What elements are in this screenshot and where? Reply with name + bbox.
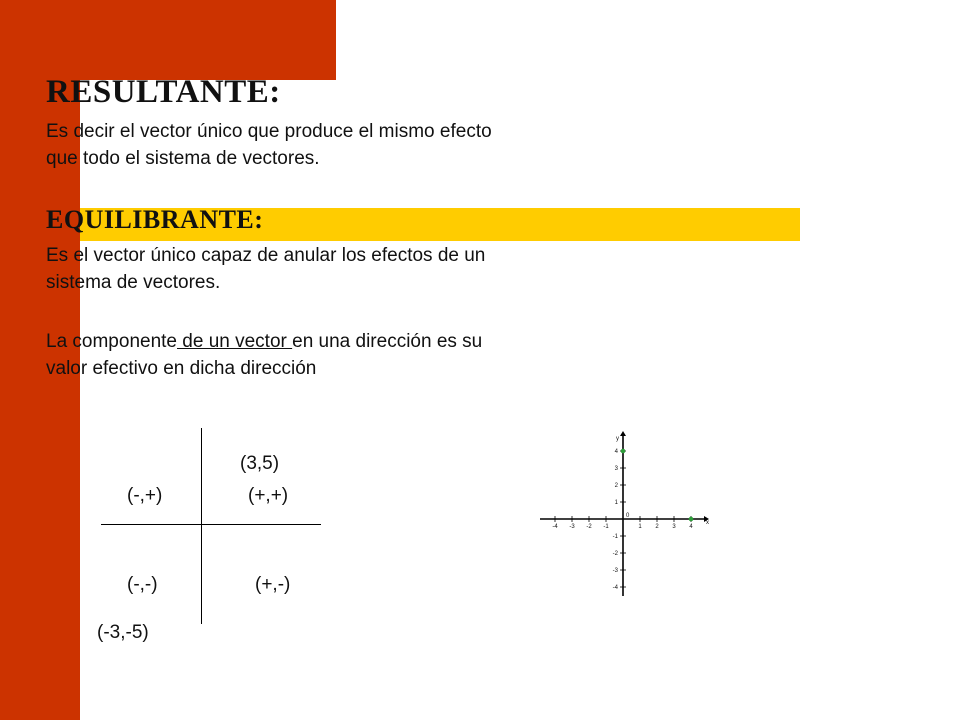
componente-part-1: La componente <box>46 331 177 352</box>
y-axis-label: y <box>616 436 619 442</box>
resultante-heading: RESULTANTE: <box>46 74 281 110</box>
componente-text <box>46 328 626 382</box>
point-on-x-axis <box>689 517 694 522</box>
quadrant-2-label: (-,+) <box>127 485 163 506</box>
y-tick-label: -4 <box>612 585 618 591</box>
x-axis-label: x <box>706 520 709 526</box>
equilibrante-line-1: Es el vector único capaz de anular los efectos de un <box>46 245 486 266</box>
y-tick-label: 4 <box>614 449 618 455</box>
y-axis-arrow <box>620 431 626 436</box>
componente-line-1 <box>46 328 626 355</box>
equilibrante-heading: EQUILIBRANTE: <box>46 205 264 234</box>
quadrant-4-label: (+,-) <box>255 574 291 595</box>
x-tick-label: -4 <box>552 524 558 530</box>
x-tick-label: 3 <box>672 524 676 530</box>
resultante-text <box>46 118 626 172</box>
componente-part-3: en una dirección es su <box>292 331 483 352</box>
x-tick-label: 2 <box>655 524 659 530</box>
y-tick-label: -2 <box>612 551 618 557</box>
quadrant-3-label: (-,-) <box>127 574 158 595</box>
resultante-line-2: que todo el sistema de vectores. <box>46 148 320 169</box>
equilibrante-text <box>46 242 626 296</box>
coordinate-graph <box>536 430 716 600</box>
quadrant-horizontal-axis <box>101 524 321 525</box>
x-tick-label: -3 <box>569 524 575 530</box>
componente-underlined: de un vector <box>177 331 293 352</box>
y-tick-label: 3 <box>614 466 618 472</box>
origin-label: 0 <box>626 513 630 519</box>
x-tick-label: -2 <box>586 524 592 530</box>
x-tick-label: -1 <box>603 524 609 530</box>
quadrant-vertical-axis <box>201 428 202 624</box>
y-tick-label: 2 <box>614 483 618 489</box>
equilibrante-line-2: sistema de vectores. <box>46 272 221 293</box>
top-accent-block <box>80 0 336 80</box>
componente-line-2: valor efectivo en dicha dirección <box>46 358 317 379</box>
point-positive-label: (3,5) <box>240 453 280 474</box>
point-on-y-axis <box>621 449 626 454</box>
point-negative-label: (-3,-5) <box>97 622 149 643</box>
y-tick-label: 1 <box>614 500 618 506</box>
x-tick-label: 4 <box>689 524 693 530</box>
y-tick-label: -1 <box>612 534 618 540</box>
quadrant-1-label: (+,+) <box>248 485 289 506</box>
resultante-line-1: Es decir el vector único que produce el mismo efecto <box>46 121 492 142</box>
x-tick-label: 1 <box>638 524 642 530</box>
y-tick-label: -3 <box>612 568 618 574</box>
